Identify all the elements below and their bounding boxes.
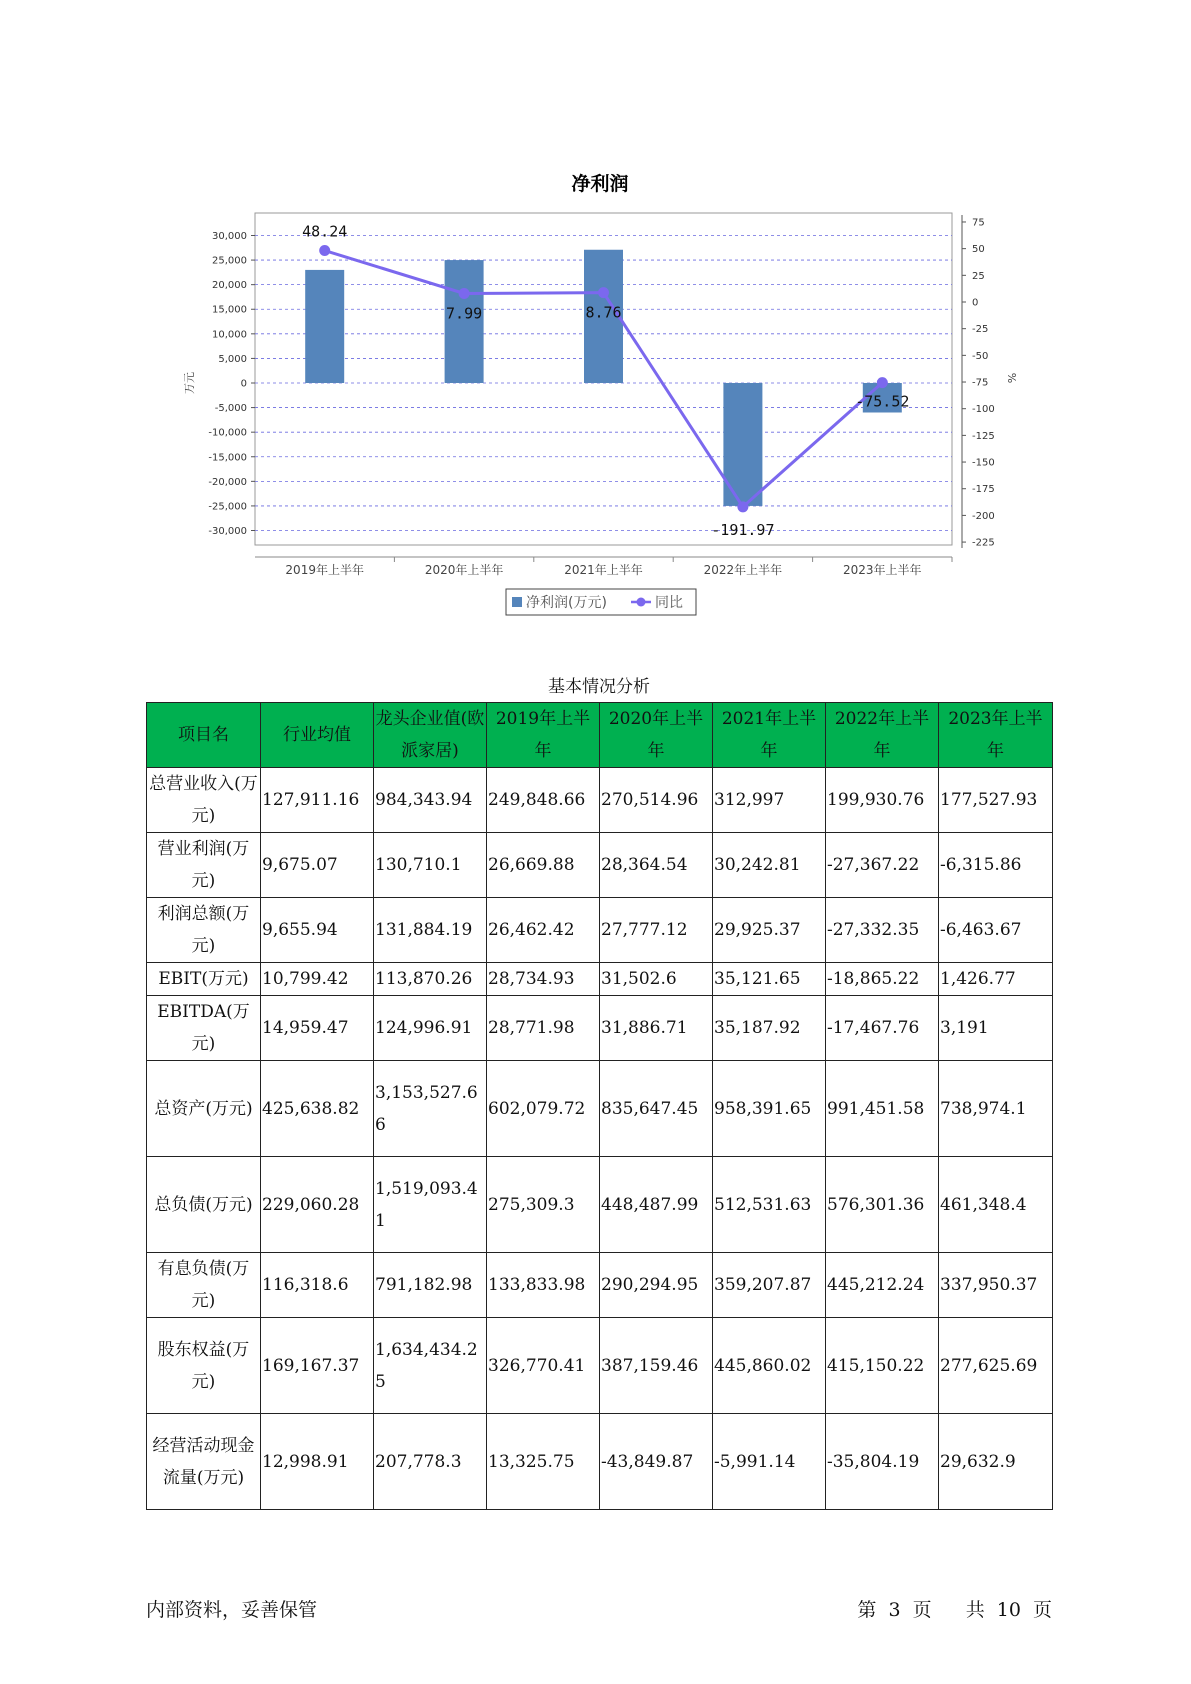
right-tick-label: -175 [972, 484, 995, 496]
table-cell: 326,770.41 [487, 1318, 600, 1414]
table-cell: 130,710.1 [374, 833, 487, 898]
x-category-label: 2019年上半年 [285, 563, 364, 577]
left-tick-label: -20,000 [208, 476, 247, 488]
table-cell: 177,527.93 [939, 768, 1053, 833]
table-cell: 1,634,434.25 [374, 1318, 487, 1414]
table-cell: 14,959.47 [261, 996, 374, 1061]
left-tick-label: -15,000 [208, 452, 247, 464]
total-unit: 页 [1032, 1599, 1052, 1621]
row-name-cell: 利润总额(万元) [147, 898, 261, 963]
left-tick-label: 30,000 [212, 230, 247, 242]
table-cell: 415,150.22 [826, 1318, 939, 1414]
table-cell: 30,242.81 [713, 833, 826, 898]
table-cell: 31,886.71 [600, 996, 713, 1061]
chart-title: 净利润 [571, 173, 629, 195]
legend-line-label: 同比 [655, 595, 683, 611]
table-header-cell: 2020年上半年 [600, 703, 713, 768]
table-cell: 958,391.65 [713, 1061, 826, 1157]
table-cell: 3,153,527.66 [374, 1061, 487, 1157]
left-tick-label: -5,000 [214, 403, 247, 415]
left-tick-label: -10,000 [208, 427, 247, 439]
page-unit: 页 [912, 1599, 932, 1621]
left-tick-label: 20,000 [212, 280, 247, 292]
table-header-cell: 2022年上半年 [826, 703, 939, 768]
table-cell: 113,870.26 [374, 963, 487, 996]
left-tick-label: 15,000 [212, 304, 247, 316]
table-cell: 425,638.82 [261, 1061, 374, 1157]
table-cell: 984,343.94 [374, 768, 487, 833]
table-cell: -17,467.76 [826, 996, 939, 1061]
right-tick-label: -25 [972, 324, 989, 336]
x-category-label: 2020年上半年 [424, 563, 504, 577]
total-pages: 10 [996, 1599, 1021, 1621]
table-row [147, 1061, 1053, 1157]
table-row [147, 898, 1053, 963]
table-cell: 133,833.98 [487, 1253, 600, 1318]
table-cell: 3,191 [939, 996, 1053, 1061]
row-name-cell: 总营业收入(万元) [147, 768, 261, 833]
table-cell: 28,734.93 [487, 963, 600, 996]
table-cell: 359,207.87 [713, 1253, 826, 1318]
table-cell: 28,771.98 [487, 996, 600, 1061]
table-cell: -5,991.14 [713, 1414, 826, 1510]
table-cell: 26,669.88 [487, 833, 600, 898]
page-current: 3 [888, 1599, 901, 1621]
table-title: 基本情况分析 [548, 677, 650, 697]
table-cell: 26,462.42 [487, 898, 600, 963]
table-cell: 124,996.91 [374, 996, 487, 1061]
right-tick-label: 0 [972, 297, 979, 309]
legend-bar-swatch [512, 597, 522, 607]
left-tick-label: 25,000 [212, 255, 247, 267]
net-profit-chart [0, 0, 1191, 640]
table-header-cell: 2023年上半年 [939, 703, 1053, 768]
right-tick-label: -50 [972, 350, 989, 362]
table-cell: -6,315.86 [939, 833, 1053, 898]
table-cell: -43,849.87 [600, 1414, 713, 1510]
yoy-point [319, 245, 330, 256]
table-cell: 337,950.37 [939, 1253, 1053, 1318]
right-tick-label: -100 [972, 404, 995, 416]
table-cell: -27,332.35 [826, 898, 939, 963]
table-cell: 35,121.65 [713, 963, 826, 996]
data-label: 8.76 [585, 303, 622, 322]
table-row [147, 1253, 1053, 1318]
table-cell: 35,187.92 [713, 996, 826, 1061]
table-cell: 835,647.45 [600, 1061, 713, 1157]
table-cell: 13,325.75 [487, 1414, 600, 1510]
table-cell: -27,367.22 [826, 833, 939, 898]
table-cell: 29,632.9 [939, 1414, 1053, 1510]
table-cell: 602,079.72 [487, 1061, 600, 1157]
table-cell: 991,451.58 [826, 1061, 939, 1157]
left-tick-label: -25,000 [208, 501, 247, 513]
chart-canvas [0, 0, 1191, 640]
table-cell: 277,625.69 [939, 1318, 1053, 1414]
table-cell: 199,930.76 [826, 768, 939, 833]
data-label: -75.52 [855, 392, 910, 411]
left-tick-label: 5,000 [218, 353, 247, 365]
row-name-cell: EBITDA(万元) [147, 996, 261, 1061]
right-tick-label: 75 [972, 217, 985, 229]
table-cell: 10,799.42 [261, 963, 374, 996]
data-label: -191.97 [711, 520, 775, 539]
right-tick-label: -150 [972, 457, 995, 469]
table-cell: 131,884.19 [374, 898, 487, 963]
x-category-label: 2022年上半年 [703, 563, 783, 577]
table-cell: -35,804.19 [826, 1414, 939, 1510]
table-header-cell: 项目名 [147, 703, 261, 768]
table-cell: 207,778.3 [374, 1414, 487, 1510]
table-cell: 290,294.95 [600, 1253, 713, 1318]
row-name-cell: EBIT(万元) [147, 963, 261, 996]
left-tick-label: 10,000 [212, 329, 247, 341]
row-name-cell: 经营活动现金流量(万元) [147, 1414, 261, 1510]
right-tick-label: -225 [972, 537, 995, 549]
yoy-point [737, 501, 748, 512]
table-cell: 29,925.37 [713, 898, 826, 963]
yoy-point [598, 287, 609, 298]
table-cell: 275,309.3 [487, 1157, 600, 1253]
table-cell: 445,860.02 [713, 1318, 826, 1414]
basic-analysis-table [146, 702, 1053, 1510]
table-row [147, 963, 1053, 996]
table-row [147, 833, 1053, 898]
row-name-cell: 总资产(万元) [147, 1061, 261, 1157]
table-row [147, 768, 1053, 833]
right-tick-label: -200 [972, 510, 995, 522]
table-cell: 791,182.98 [374, 1253, 487, 1318]
table-header-cell: 行业均值 [261, 703, 374, 768]
table-cell: 127,911.16 [261, 768, 374, 833]
table-cell: 312,997 [713, 768, 826, 833]
x-category-label: 2021年上半年 [564, 563, 643, 577]
row-name-cell: 营业利润(万元) [147, 833, 261, 898]
table-cell: 28,364.54 [600, 833, 713, 898]
table-cell: 512,531.63 [713, 1157, 826, 1253]
table-row [147, 1318, 1053, 1414]
table-cell: 249,848.66 [487, 768, 600, 833]
data-label: 48.24 [302, 222, 348, 241]
right-tick-label: 50 [972, 244, 985, 256]
table-cell: 738,974.1 [939, 1061, 1053, 1157]
yoy-point [459, 288, 470, 299]
right-tick-label: 25 [972, 270, 985, 282]
table-header-cell: 2019年上半年 [487, 703, 600, 768]
table-cell: 576,301.36 [826, 1157, 939, 1253]
table-header-row [147, 703, 1053, 768]
table-cell: -18,865.22 [826, 963, 939, 996]
table-cell: 9,655.94 [261, 898, 374, 963]
table-cell: 169,167.37 [261, 1318, 374, 1414]
left-axis-title: 万元 [183, 372, 196, 394]
table-cell: 12,998.91 [261, 1414, 374, 1510]
table-cell: 116,318.6 [261, 1253, 374, 1318]
table-row [147, 1157, 1053, 1253]
yoy-point [877, 377, 888, 388]
page-prefix: 第 [857, 1599, 877, 1621]
table-cell: 31,502.6 [600, 963, 713, 996]
table-cell: 387,159.46 [600, 1318, 713, 1414]
table-cell: 270,514.96 [600, 768, 713, 833]
table-row [147, 996, 1053, 1061]
x-category-label: 2023年上半年 [843, 563, 922, 577]
total-prefix: 共 [965, 1599, 985, 1621]
left-tick-label: 0 [240, 378, 247, 390]
table-cell: 27,777.12 [600, 898, 713, 963]
table-row [147, 1414, 1053, 1510]
net-profit-bar [305, 270, 344, 383]
table-cell: 445,212.24 [826, 1253, 939, 1318]
row-name-cell: 有息负债(万元) [147, 1253, 261, 1318]
table-cell: 1,426.77 [939, 963, 1053, 996]
right-axis-title: % [1005, 372, 1018, 384]
data-label: 7.99 [446, 304, 483, 323]
table-cell: -6,463.67 [939, 898, 1053, 963]
right-tick-label: -125 [972, 430, 995, 442]
footer-page-info [851, 1595, 1052, 1622]
table-cell: 1,519,093.41 [374, 1157, 487, 1253]
table-header-cell: 2021年上半年 [713, 703, 826, 768]
table-header-cell: 龙头企业值(欧派家居) [374, 703, 487, 768]
legend-bar-label: 净利润(万元) [526, 595, 607, 611]
table-cell: 229,060.28 [261, 1157, 374, 1253]
left-tick-label: -30,000 [208, 526, 247, 538]
table-cell: 9,675.07 [261, 833, 374, 898]
row-name-cell: 总负债(万元) [147, 1157, 261, 1253]
right-tick-label: -75 [972, 377, 989, 389]
table-cell: 448,487.99 [600, 1157, 713, 1253]
table-cell: 461,348.4 [939, 1157, 1053, 1253]
legend-line-marker [637, 598, 646, 607]
footer-confidential: 内部资料，妥善保管 [146, 1599, 318, 1621]
row-name-cell: 股东权益(万元) [147, 1318, 261, 1414]
